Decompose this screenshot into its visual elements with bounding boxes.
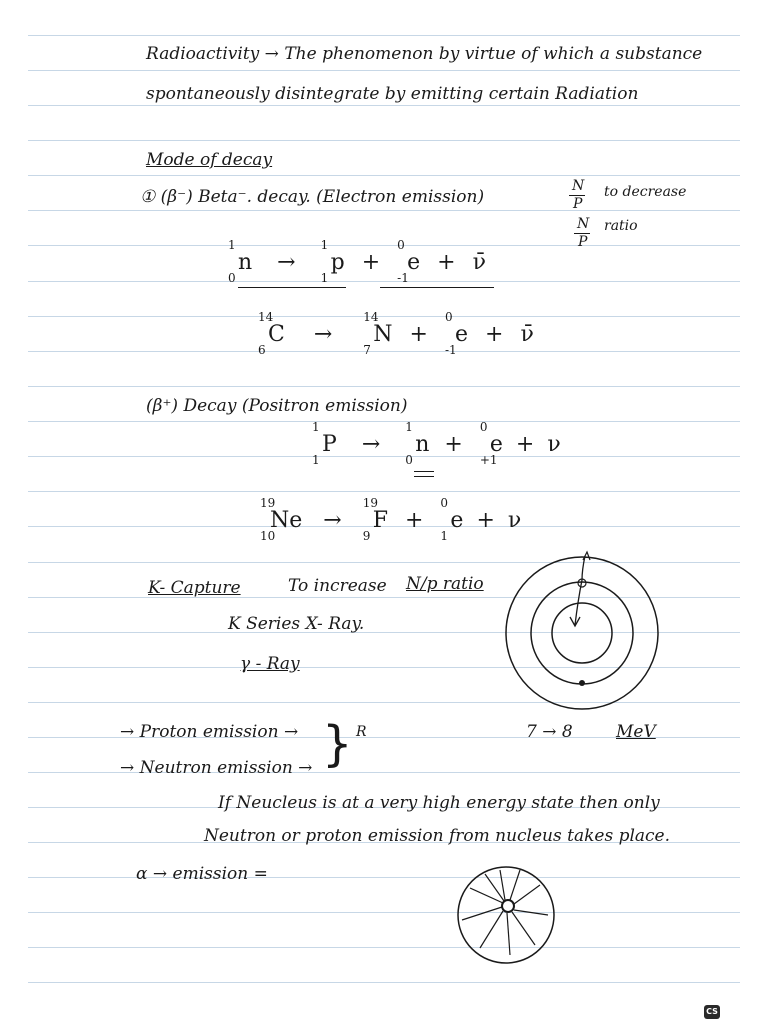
beta-minus-heading: ① (β⁻) Beta⁻. decay. (Electron emission) bbox=[140, 187, 485, 207]
np-note-ratio: ratio bbox=[604, 218, 638, 234]
electron-particle: 0 -1 e bbox=[444, 310, 468, 357]
proton-nuclide: 1 1 P bbox=[312, 420, 337, 467]
right-brace: } bbox=[322, 716, 353, 772]
positron-particle: 0 1 e bbox=[440, 496, 464, 543]
nitrogen-nuclide: 14 7 N bbox=[363, 310, 393, 357]
beta-plus-heading: (β⁺) Decay (Positron emission) bbox=[146, 396, 408, 416]
equation-neon-decay: 19 10 Ne → 19 9 F + 0 1 e + ν bbox=[260, 496, 522, 543]
np-note-decrease: to decrease bbox=[604, 184, 687, 200]
positron-particle: 0 +1 e bbox=[479, 420, 503, 467]
alpha-emission-text: α → emission = bbox=[136, 864, 268, 884]
carbon-nuclide: 14 6 C bbox=[258, 310, 285, 357]
energy-range: 7 → 8 bbox=[526, 722, 573, 742]
fluorine-nuclide: 19 9 F bbox=[362, 496, 388, 543]
energy-unit: MeV bbox=[616, 722, 656, 742]
neutron-emission-text: → Neutron emission → bbox=[120, 758, 313, 778]
brace-label: R bbox=[356, 724, 367, 740]
equation-neutron-decay: 1 0 n → 1 1 p + 0 -1 e + ν̄ bbox=[228, 238, 486, 285]
np-ratio-text: N/p ratio bbox=[406, 574, 484, 594]
np-fraction-1-p: P bbox=[573, 196, 583, 212]
k-capture-note: To increase bbox=[288, 576, 387, 596]
nucleus-note-line-2: Neutron or proton emission from nucleus takes place. bbox=[204, 826, 671, 846]
np-fraction-1-n: N bbox=[572, 178, 585, 194]
np-fraction-2-p: P bbox=[578, 234, 588, 250]
gamma-ray-text: γ - Ray bbox=[240, 654, 300, 674]
antineutrino-symbol: ν̄ bbox=[472, 250, 486, 275]
neon-nuclide: 19 10 Ne bbox=[260, 496, 303, 543]
proton-emission-text: → Proton emission → bbox=[120, 722, 299, 742]
proton-nuclide: 1 1 p bbox=[320, 238, 345, 285]
neutrino-symbol: ν bbox=[507, 508, 522, 533]
k-series-text: K Series X- Ray. bbox=[228, 614, 365, 634]
equation-positron-decay: 1 1 P → 1 0 n + 0 +1 e + ν bbox=[312, 420, 561, 467]
k-capture-heading: K- Capture bbox=[148, 578, 241, 598]
neutron-nuclide: 1 0 n bbox=[405, 420, 430, 467]
antineutrino-symbol: ν̄ bbox=[520, 322, 534, 347]
equation-carbon-decay: 14 6 C → 14 7 N + 0 -1 e + ν̄ bbox=[258, 310, 534, 357]
neutron-nuclide: 1 0 n bbox=[228, 238, 253, 285]
definition-line-2: spontaneously disintegrate by emitting certain Radiation bbox=[146, 84, 639, 104]
definition-line-1: Radioactivity → The phenomenon by virtue of which a substance bbox=[146, 44, 703, 64]
np-fraction-2-n: N bbox=[577, 216, 590, 232]
neutrino-symbol: ν bbox=[547, 432, 561, 457]
camscanner-logo: CS bbox=[704, 1005, 720, 1019]
mode-of-decay-heading: Mode of decay bbox=[146, 150, 273, 170]
nucleus-note-line-1: If Neucleus is at a very high energy state then only bbox=[218, 793, 660, 813]
electron-particle: 0 -1 e bbox=[397, 238, 421, 285]
